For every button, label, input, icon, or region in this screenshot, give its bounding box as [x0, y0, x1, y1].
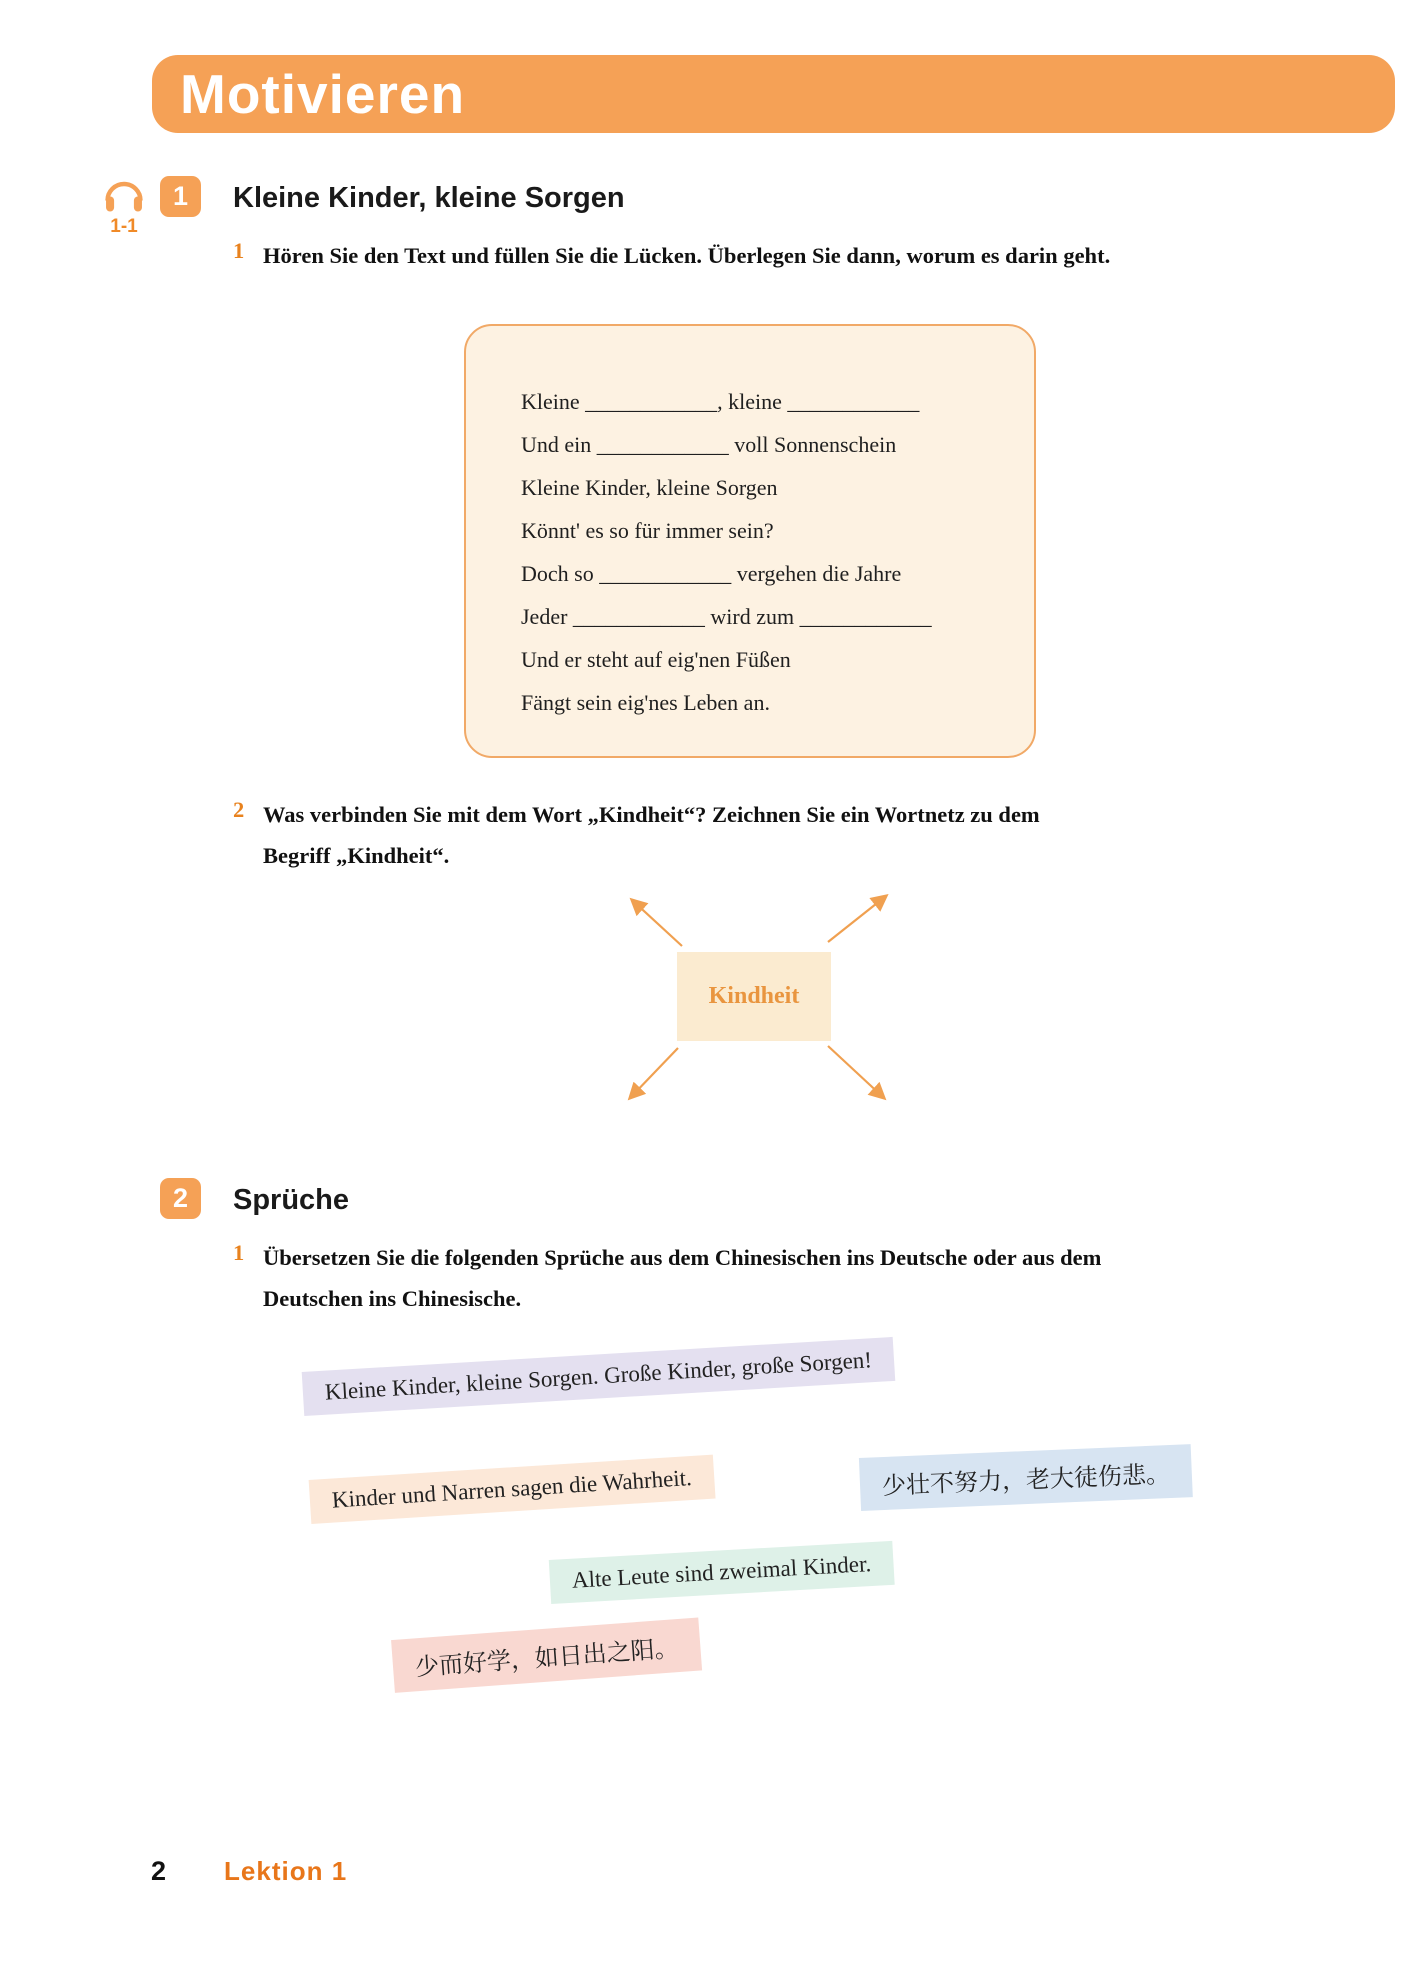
section2-title: Sprüche [233, 1184, 350, 1216]
task2-number: 2 [233, 797, 245, 822]
section2-task1-instruction: Übersetzen Sie die folgenden Sprüche aus dem Chinesischen ins Deutsche oder aus dem Deutschen ins Chinesische. [263, 1245, 1102, 1311]
page-number: 2 [151, 1856, 167, 1886]
section2-task1-number: 1 [233, 1240, 245, 1265]
wordnet-center-box [677, 952, 831, 1041]
audio-indicator [98, 176, 150, 238]
lyric-line-2: Und ein ____________ voll Sonnenschein [521, 432, 897, 457]
lyric-line-4: Könnt' es so für immer sein? [521, 518, 774, 543]
wordnet-center-word: Kindheit [708, 983, 800, 1009]
page-footer [151, 1856, 347, 1887]
lyric-line-8: Fängt sein eig'nes Leben an. [521, 690, 770, 715]
saying-strip-german-1: Kleine Kinder, kleine Sorgen. Große Kinder, große Sorgen! [302, 1337, 895, 1416]
lyric-line-7: Und er steht auf eig'nen Füßen [521, 647, 791, 672]
wordnet-arrow-up-left [632, 900, 682, 946]
lyric-line-3: Kleine Kinder, kleine Sorgen [521, 475, 778, 500]
wordnet-arrow-down-right [828, 1046, 884, 1098]
saying-strip-german-3: Alte Leute sind zweimal Kinder. [549, 1541, 894, 1604]
lyric-line-5: Doch so ____________ vergehen die Jahre [521, 561, 902, 586]
page-title: Motivieren [180, 63, 466, 125]
wordnet-arrow-down-left [630, 1048, 678, 1098]
saying-strip-german-2: Kinder und Narren sagen die Wahrheit. [309, 1455, 715, 1524]
section2-number-badge: 2 [160, 1178, 201, 1219]
section1-title: Kleine Kinder, kleine Sorgen [233, 182, 625, 214]
audio-track-label: 1-1 [110, 216, 138, 237]
lyric-line-1: Kleine ____________, kleine ____________ [521, 389, 920, 414]
wordnet-arrow-up-right [828, 896, 886, 942]
section1-number-badge: 1 [160, 176, 201, 217]
song-lyrics-box [464, 324, 1036, 758]
saying-strip-chinese-2: 少而好学，如日出之阳。 [391, 1618, 702, 1693]
headphones-icon [102, 176, 146, 214]
saying-strip-chinese-1: 少壮不努力，老大徒伤悲。 [859, 1444, 1193, 1511]
task1-number: 1 [233, 238, 245, 263]
task1-instruction: Hören Sie den Text und füllen Sie die Lücken. Überlegen Sie dann, worum es darin geht. [263, 243, 1111, 268]
word-net-diagram [620, 890, 910, 1115]
page-banner [152, 55, 1395, 133]
task2-instruction: Was verbinden Sie mit dem Wort „Kindheit“? Zeichnen Sie ein Wortnetz zu dem Begriff „Kindheit“. [263, 802, 1040, 868]
lyric-line-6: Jeder ____________ wird zum ____________ [521, 604, 932, 629]
lesson-label: Lektion 1 [224, 1856, 348, 1886]
